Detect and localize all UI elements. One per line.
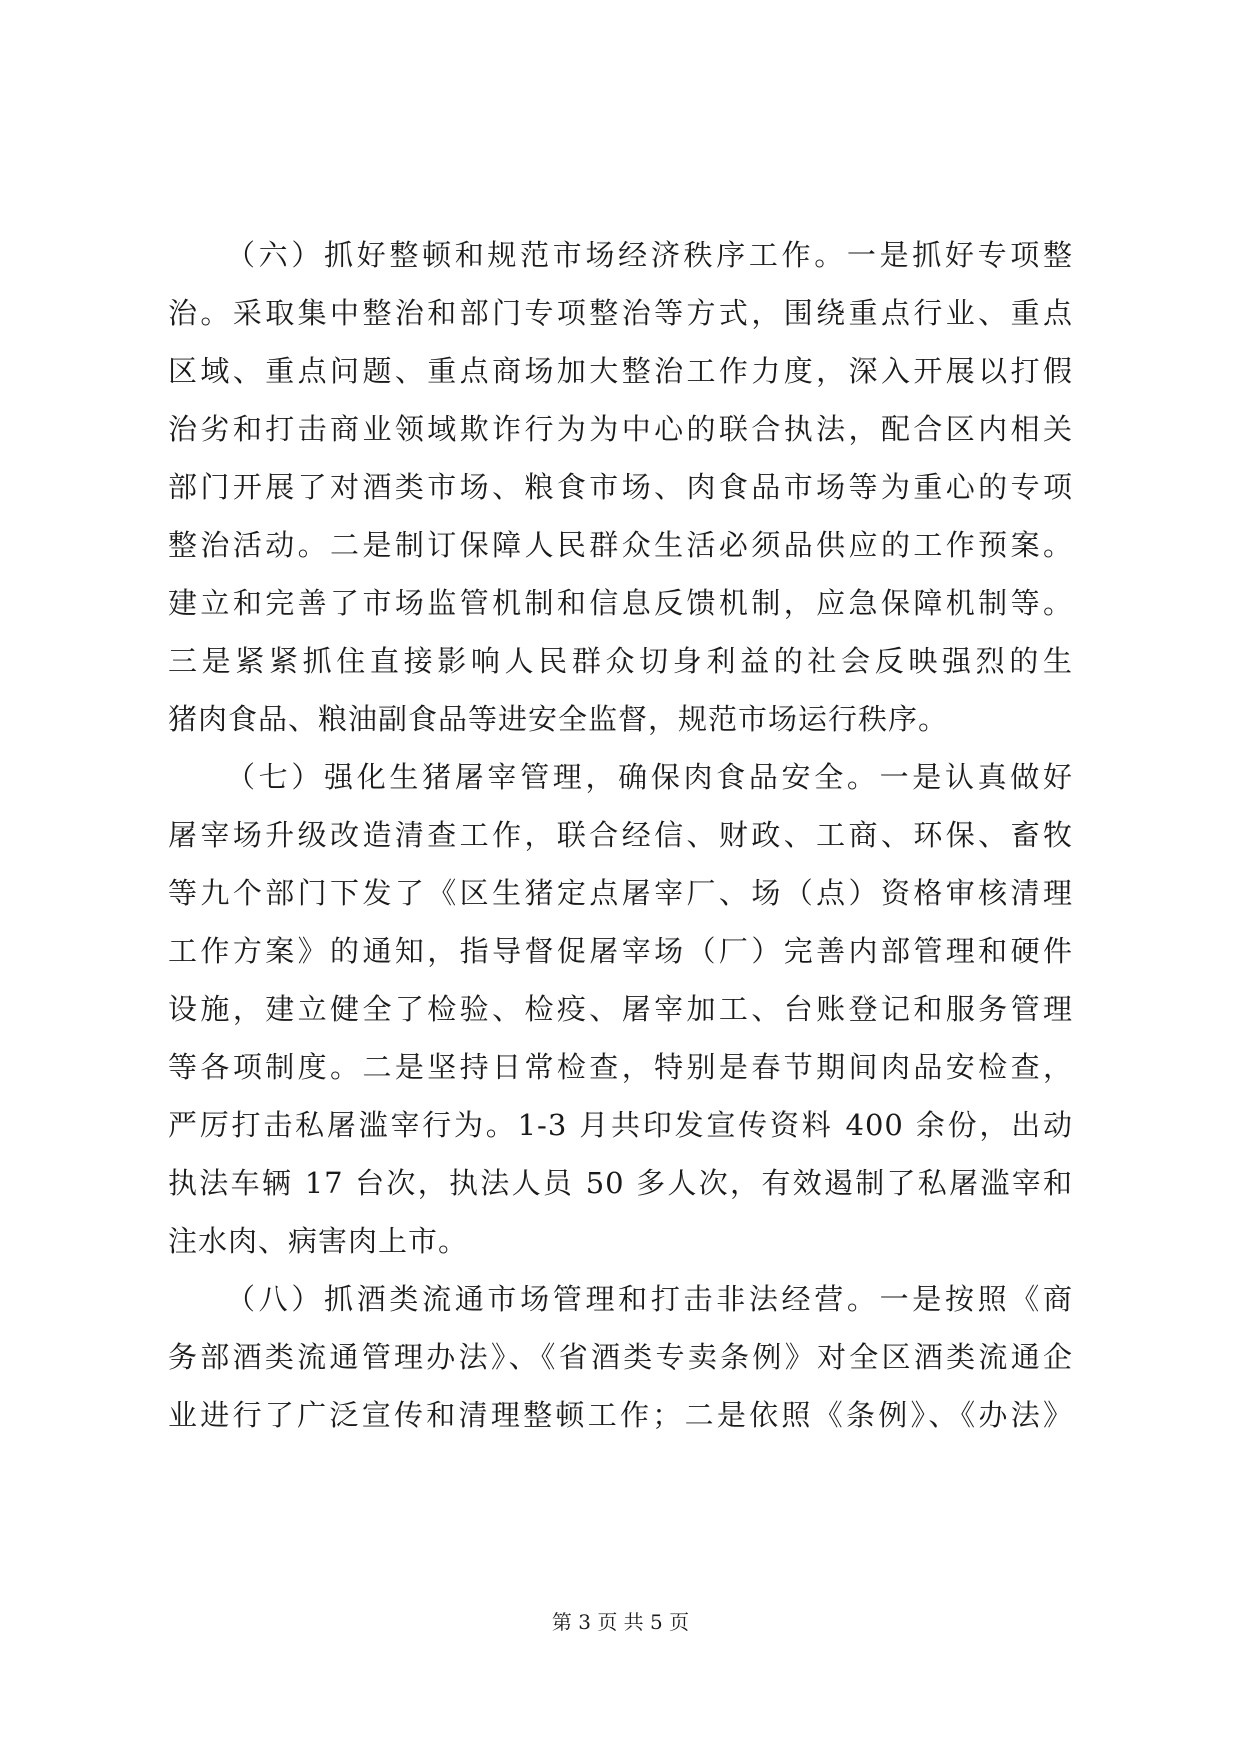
- page-footer: [0, 1608, 1241, 1636]
- text-line: 猪肉食品、粮油副食品等进安全监督，规范市场运行秩序。: [168, 702, 949, 736]
- page-number-label: 第 3 页 共 5 页: [551, 1610, 690, 1634]
- paragraph-7: [168, 748, 1073, 1270]
- text-line: 部门开展了对酒类市场、粮食市场、肉食品市场等为重心的专项: [168, 470, 1073, 504]
- paragraph-6: [168, 226, 1073, 748]
- text-line: （八）抓酒类流通市场管理和打击非法经营。一是按照《商: [226, 1282, 1073, 1316]
- text-line: 严厉打击私屠滥宰行为。1-3 月共印发宣传资料 400 余份，出动: [168, 1108, 1073, 1142]
- text-line: 区域、重点问题、重点商场加大整治工作力度，深入开展以打假: [168, 354, 1073, 388]
- text-line: （七）强化生猪屠宰管理，确保肉食品安全。一是认真做好: [226, 760, 1073, 794]
- text-line: 执法车辆 17 台次，执法人员 50 多人次，有效遏制了私屠滥宰和: [168, 1166, 1073, 1200]
- text-line: 整治活动。二是制订保障人民群众生活必须品供应的工作预案。: [168, 528, 1073, 562]
- text-line: 等各项制度。二是坚持日常检查，特别是春节期间肉品安检查，: [168, 1050, 1073, 1084]
- text-line: 设施，建立健全了检验、检疫、屠宰加工、台账登记和服务管理: [168, 992, 1073, 1026]
- text-line: 三是紧紧抓住直接影响人民群众切身利益的社会反映强烈的生: [168, 644, 1073, 678]
- text-line: 注水肉、病害肉上市。: [168, 1224, 469, 1258]
- text-line: 建立和完善了市场监管机制和信息反馈机制，应急保障机制等。: [168, 586, 1073, 620]
- text-line: 务部酒类流通管理办法》、《省酒类专卖条例》对全区酒类流通企: [168, 1340, 1073, 1374]
- text-line: 工作方案》的通知，指导督促屠宰场（厂）完善内部管理和硬件: [168, 934, 1073, 968]
- text-line: 治。采取集中整治和部门专项整治等方式，围绕重点行业、重点: [168, 296, 1073, 330]
- text-line: 屠宰场升级改造清查工作，联合经信、财政、工商、环保、畜牧: [168, 818, 1073, 852]
- text-line: 治劣和打击商业领域欺诈行为为中心的联合执法，配合区内相关: [168, 412, 1073, 446]
- text-line: 等九个部门下发了《区生猪定点屠宰厂、场（点）资格审核清理: [168, 876, 1073, 910]
- paragraph-8: [168, 1270, 1073, 1444]
- document-body: [168, 226, 1073, 1444]
- text-line: （六）抓好整顿和规范市场经济秩序工作。一是抓好专项整: [226, 238, 1073, 272]
- text-line: 业进行了广泛宣传和清理整顿工作；二是依照《条例》、《办法》: [168, 1398, 1073, 1432]
